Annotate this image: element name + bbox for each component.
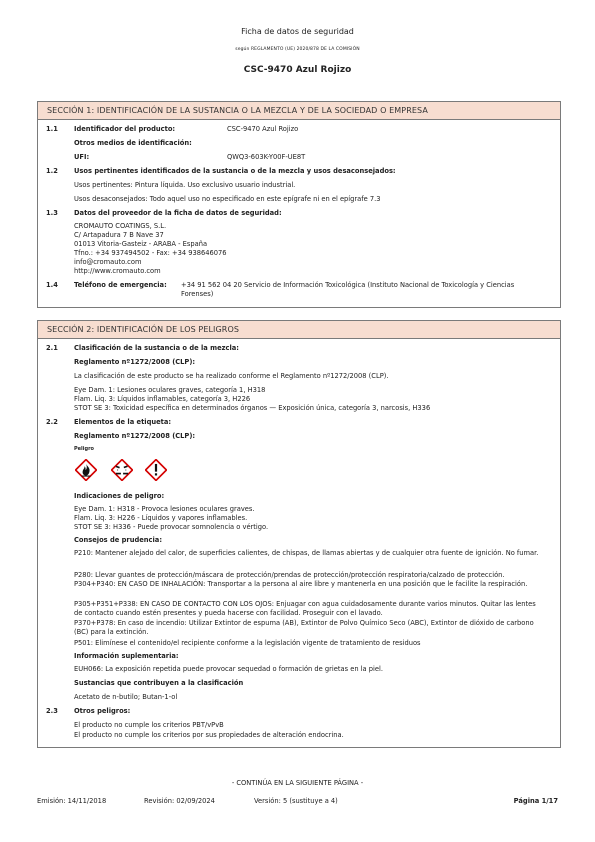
precautionary-statement: P280: Llevar guantes de protección/máscara de protección/prendas de protección/protección respiratoria/calzado de protección. <box>74 571 505 579</box>
supplementary-info-text: EUH066: La exposición repetida puede provocar sequedad o formación de grietas en la piel. <box>74 665 383 673</box>
supplier-website[interactable]: http://www.cromauto.com <box>74 267 161 275</box>
other-hazard-line: El producto no cumple los criterios PBT/vPvB <box>74 721 224 729</box>
precautionary-statement: P304+P340: EN CASO DE INHALACIÓN: Transportar a la persona al aire libre y mantenerla en una posición que le facilite la respiración. <box>74 580 528 588</box>
ufi-value: QWQ3-603K-Y00F-UE8T <box>227 153 306 161</box>
product-identifier-value: CSC-9470 Azul Rojizo <box>227 125 299 133</box>
label-elements-label: Elementos de la etiqueta: <box>74 418 172 426</box>
hazard-statement: Eye Dam. 1: H318 - Provoca lesiones oculares graves. <box>74 505 255 513</box>
precautionary-statement: P370+P378: En caso de incendio: Utilizar Extintor de espuma (AB), Extintor de Polvo Químico Seco (ABC), Extintor de dióxido de carbono (BC) para la extinción. <box>74 619 534 636</box>
supplier-line: CROMAUTO COATINGS, S.L. <box>74 222 167 230</box>
relevant-uses: Usos pertinentes: Pintura líquida. Uso exclusivo usuario industrial. <box>74 181 296 189</box>
item-number: 1.1 <box>46 125 58 133</box>
contributing-substances-label: Sustancias que contribuyen a la clasificación <box>74 679 244 687</box>
supplier-line: C/ Artapadura 7 B Nave 37 <box>74 231 164 239</box>
classification-label: Clasificación de la sustancia o de la mezcla: <box>74 344 239 352</box>
hazard-class: Flam. Liq. 3: Líquidos inflamables, categoría 3, H226 <box>74 395 251 403</box>
precautionary-label: Consejos de prudencia: <box>74 536 162 544</box>
clp-regulation-label: Reglamento nº1272/2008 (CLP): <box>74 432 196 440</box>
supplementary-info-label: Información suplementaria: <box>74 652 179 660</box>
hazard-statements-label: Indicaciones de peligro: <box>74 492 165 500</box>
regulation-subtitle: según REGLAMENTO (UE) 2020/878 DE LA COMISIÓN <box>235 47 360 52</box>
clp-regulation-label: Reglamento nº1272/2008 (CLP): <box>74 358 196 366</box>
supplier-line: Tfno.: +34 937494502 - Fax: +34 938646076 <box>74 249 227 257</box>
hazard-statement: STOT SE 3: H336 - Puede provocar somnolencia o vértigo. <box>74 523 269 531</box>
hazard-class: Eye Dam. 1: Lesiones oculares graves, categoría 1, H318 <box>74 386 266 394</box>
corrosion-icon <box>111 459 133 481</box>
supplier-label: Datos del proveedor de la ficha de datos de seguridad: <box>74 209 282 217</box>
issue-date: Emisión: 14/11/2018 <box>37 797 107 805</box>
uses-label: Usos pertinentes identificados de la sustancia o de la mezcla y usos desaconsejados: <box>74 167 396 175</box>
item-number: 1.3 <box>46 209 58 217</box>
exclamation-icon <box>145 459 167 481</box>
section-1-title: SECCIÓN 1: IDENTIFICACIÓN DE LA SUSTANCIA O LA MEZCLA Y DE LA SOCIEDAD O EMPRESA <box>38 102 560 120</box>
product-name: CSC-9470 Azul Rojizo <box>243 65 352 75</box>
revision-date: Revisión: 02/09/2024 <box>144 797 215 805</box>
product-identifier-label: Identificador del producto: <box>74 125 176 133</box>
discouraged-uses: Usos desaconsejados: Todo aquel uso no especificado en este epígrafe ni en el epígrafe 7.3 <box>74 195 381 203</box>
hazard-class: STOT SE 3: Toxicidad específica en determinados órganos — Exposición única, categoría 3, narcosis, H336 <box>74 404 431 412</box>
precautionary-statement: P501: Elimínese el contenido/el recipiente conforme a la legislación vigente de tratamiento de residuos <box>74 639 421 647</box>
flame-icon <box>75 459 97 481</box>
supplier-line: 01013 Vitoria-Gasteiz - ARABA - España <box>74 240 208 248</box>
item-number: 2.2 <box>46 418 58 426</box>
item-number: 2.3 <box>46 707 58 715</box>
item-number: 1.2 <box>46 167 58 175</box>
precautionary-statement: P305+P351+P338: EN CASO DE CONTACTO CON LOS OJOS: Enjuagar con agua cuidadosamente durante varios minutos. Quitar las lentes de contacto cuando estén presentes y pueda hacerse con facilidad. Proseguir con el lavado. <box>74 600 536 617</box>
item-number: 2.1 <box>46 344 58 352</box>
document-title: Ficha de datos de seguridad <box>241 27 354 36</box>
page-number: Página 1/17 <box>513 797 558 805</box>
emergency-label: Teléfono de emergencia: <box>74 281 167 289</box>
other-hazard-line: El producto no cumple los criterios por sus propiedades de alteración endocrina. <box>74 731 344 739</box>
section-2-title: SECCIÓN 2: IDENTIFICACIÓN DE LOS PELIGROS <box>38 321 560 339</box>
other-identification-label: Otros medios de identificación: <box>74 139 192 147</box>
item-number: 1.4 <box>46 281 58 289</box>
supplier-email[interactable]: info@cromauto.com <box>74 258 142 266</box>
ufi-label: UFI: <box>74 153 90 161</box>
version: Versión: 5 (sustituye a 4) <box>254 797 338 805</box>
hazard-statement: Flam. Liq. 3: H226 - Líquidos y vapores inflamables. <box>74 514 248 522</box>
classification-text: La clasificación de este producto se ha realizado conforme el Reglamento nº1272/2008 (CLP). <box>74 372 389 380</box>
emergency-phone-value: +34 91 562 04 20 Servicio de Información Toxicológica (Instituto Nacional de Toxicología y Ciencias Forenses) <box>181 281 515 298</box>
precautionary-statement: P210: Mantener alejado del calor, de superficies calientes, de chispas, de llamas abiertas y de cualquier otra fuente de ignición. No fumar. <box>74 549 539 557</box>
continue-notice: - CONTINÚA EN LA SIGUIENTE PÁGINA - <box>231 779 364 787</box>
contributing-substances-text: Acetato de n-butilo; Butan-1-ol <box>74 693 178 701</box>
signal-word: Peligro <box>74 446 94 452</box>
other-hazards-label: Otros peligros: <box>74 707 131 715</box>
